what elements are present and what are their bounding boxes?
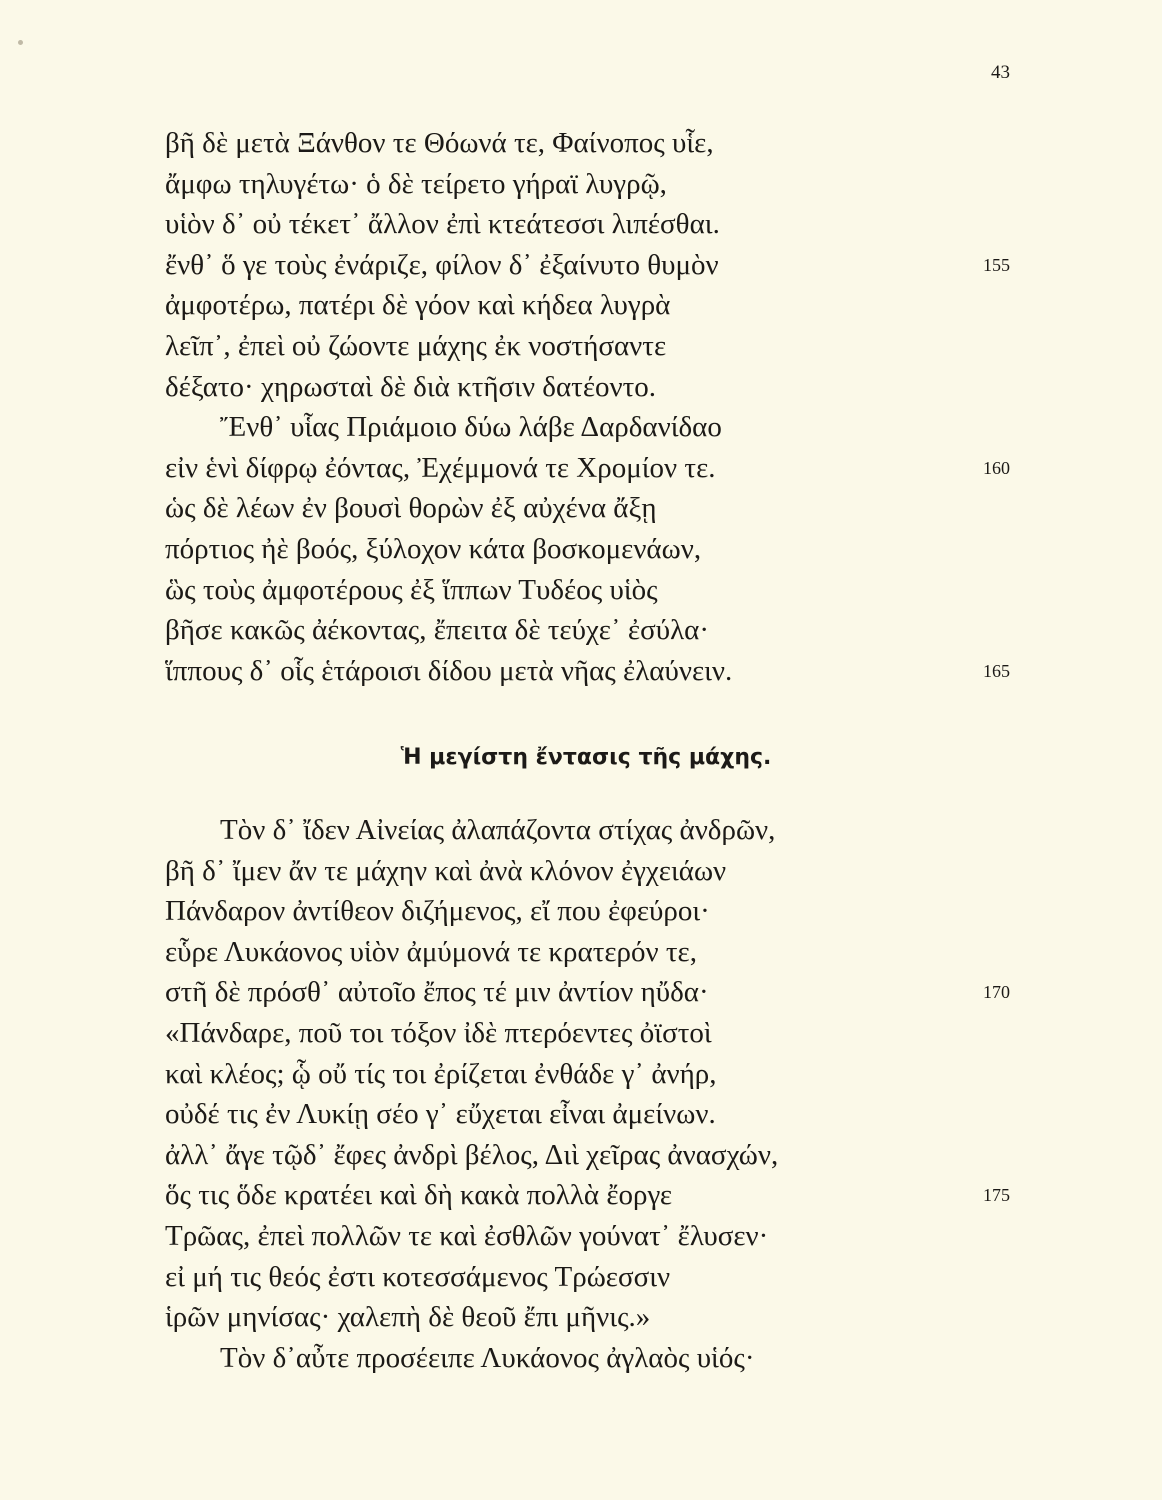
verse-line [0,1013,1162,1053]
verse-line [0,651,1162,691]
verse-text: πόρτιος ἠὲ βοός, ξύλοχον κάτα βοσκομενάων, [165,533,702,565]
verse-text: ὣς τοὺς ἀμφοτέρους ἐξ ἵππων Τυδέος υἱὸς [165,573,658,606]
verse-line [0,448,1162,488]
line-number: 175 [983,1185,1010,1206]
line-number: 165 [983,660,1010,681]
verse-line [0,326,1162,366]
verse-text: ἄμφω τηλυγέτω· ὁ δὲ τείρετο γήραϊ λυγρῷ, [165,167,667,200]
verse-line [0,1175,1162,1215]
verse-text: «Πάνδαρε, ποῦ τοι τόξον ἰδὲ πτερόεντες ὀϊστοὶ [165,1017,712,1049]
verse-line [0,1054,1162,1094]
verse-text: Τὸν δ᾿αὖτε προσέειπε Λυκάονος ἀγλαὸς υἱός· [220,1341,755,1374]
verse-text: ἀμφοτέρω, πατέρι δὲ γόον καὶ κήδεα λυγρὰ [165,289,671,322]
verse-text: Τρῶας, ἐπεὶ πολλῶν τε καὶ ἐσθλῶν γούνατ᾿ ἔλυσεν· [165,1220,769,1252]
verse-line [0,367,1162,407]
verse-text: ὡς δὲ λέων ἐν βουσὶ θορὼν ἐξ αὐχένα ἄξῃ [165,492,657,525]
verse-text: εἰ μή τις θεός ἐστι κοτεσσάμενος Τρώεσσιν [165,1260,671,1293]
verse-text: στῆ δὲ πρόσθ᾿ αὐτοῖο ἔπος τέ μιν ἀντίον ηὔδα· [165,976,709,1009]
verse-line [0,851,1162,891]
verse-text: βῆσε κακῶς ἀέκοντας, ἔπειτα δὲ τεύχε᾿ ἐσύλα· [165,614,709,647]
verse-line [0,810,1162,850]
verse-line [0,1297,1162,1337]
verse-text: υἱὸν δ᾿ οὐ τέκετ᾿ ἄλλον ἐπὶ κτεάτεσσι λιπέσθαι. [165,208,720,241]
verse-line [0,204,1162,244]
verse-line [0,932,1162,972]
verse-text: ὅς τις ὅδε κρατέει καὶ δὴ κακὰ πολλὰ ἔοργε [165,1179,673,1212]
verse-text: εὗρε Λυκάονος υἱὸν ἀμύμονά τε κρατερόν τε, [165,935,697,968]
verse-line [0,1257,1162,1297]
verse-line [0,570,1162,610]
verse-line [0,488,1162,528]
page-number: 43 [991,62,1010,83]
verse-line [0,407,1162,447]
verse-line [0,164,1162,204]
section-heading: Ἡ μεγίστη ἔντασις τῆς μάχης. [400,745,772,770]
verse-text: ἀλλ᾿ ἄγε τῷδ᾿ ἔφες ἀνδρὶ βέλος, Διὶ χεῖρας ἀνασχών, [165,1138,779,1171]
verse-line [0,891,1162,931]
line-number: 170 [983,982,1010,1003]
verse-line [0,972,1162,1012]
verse-line [0,285,1162,325]
verse-text: Ἔνθ᾿ υἷας Πριάμοιο δύω λάβε Δαρδανίδαο [220,411,722,444]
verse-line [0,245,1162,285]
verse-line [0,1216,1162,1256]
paper-speck [18,40,23,45]
verse-line [0,610,1162,650]
verse-text: ἔνθ᾿ ὅ γε τοὺς ἐνάριζε, φίλον δ᾿ ἐξαίνυτο θυμὸν [165,248,719,281]
verse-text: λεῖπ᾿, ἐπεὶ οὐ ζώοντε μάχης ἐκ νοστήσαντε [165,330,667,362]
verse-text: ἵππους δ᾿ οἷς ἑτάροισι δίδου μετὰ νῆας ἐλαύνειν. [165,654,733,687]
verse-text: οὐδέ τις ἐν Λυκίῃ σέο γ᾿ εὔχεται εἶναι ἀμείνων. [165,1098,716,1131]
line-number: 160 [983,457,1010,478]
line-number: 155 [983,254,1010,275]
verse-text: εἰν ἑνὶ δίφρῳ ἐόντας, Ἐχέμμονά τε Χρομίον τε. [165,451,716,484]
verse-text: Πάνδαρον ἀντίθεον διζήμενος, εἴ που ἐφεύροι· [165,895,710,928]
verse-text: βῆ δὲ μετὰ Ξάνθον τε Θόωνά τε, Φαίνοπος υἷε, [165,127,714,159]
verse-line [0,123,1162,163]
verse-line [0,1094,1162,1134]
verse-text: δέξατο· χηρωσταὶ δὲ διὰ κτῆσιν δατέοντο. [165,370,657,403]
verse-text: καὶ κλέος; ᾧ οὔ τίς τοι ἐρίζεται ἐνθάδε γ᾿ ἀνήρ, [165,1057,717,1090]
verse-line [0,1338,1162,1378]
verse-line [0,1135,1162,1175]
verse-line [0,529,1162,569]
verse-text: Τὸν δ᾿ ἴδεν Αἰνείας ἀλαπάζοντα στίχας ἀνδρῶν, [220,814,776,846]
verse-text: ἱρῶν μηνίσας· χαλεπὴ δὲ θεοῦ ἔπι μῆνις.» [165,1301,651,1334]
verse-text: βῆ δ᾿ ἴμεν ἄν τε μάχην καὶ ἀνὰ κλόνον ἐγχειάων [165,854,727,887]
